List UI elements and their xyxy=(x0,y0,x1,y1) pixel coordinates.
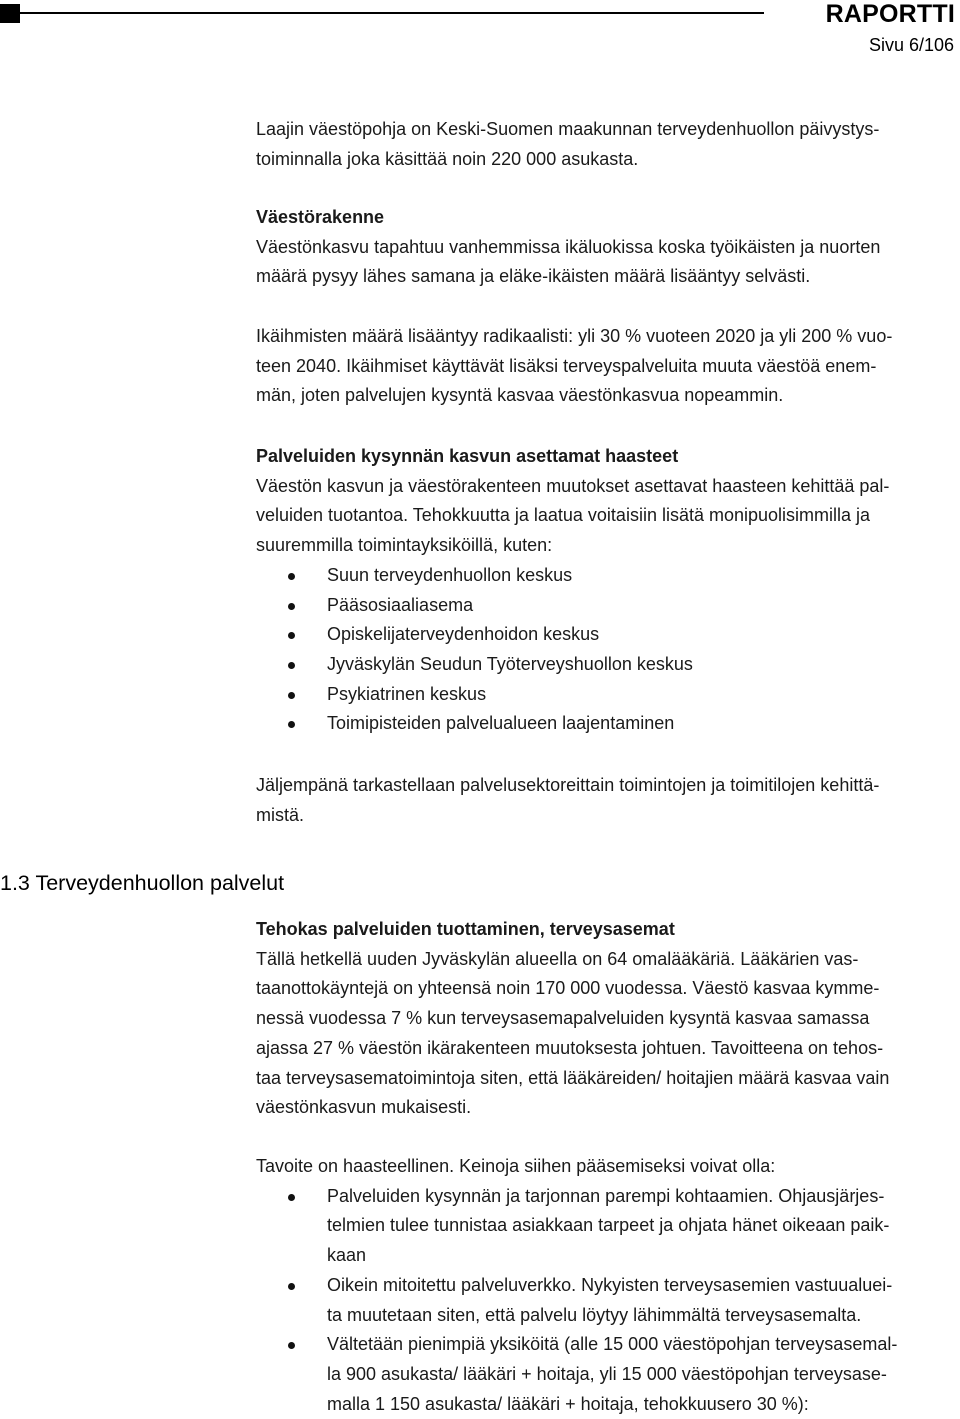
list-item: Psykiatrinen keskus xyxy=(256,680,958,710)
keino-3-line-1: Vältetään pienimpiä yksiköitä (alle 15 000 väestöpohjan terveysasemal- xyxy=(327,1334,898,1355)
page-number: Sivu 6/106 xyxy=(868,35,954,55)
kysynta-block xyxy=(256,442,958,739)
list-item: Toimipisteiden palvelualueen laajentaminen xyxy=(256,709,958,739)
keino-1-line-1: Palveluiden kysynnän ja tarjonnan parempi kohtaamien. Ohjausjärjes- xyxy=(327,1185,885,1206)
terveysasemat-line-3: nessä vuodessa 7 % kun terveysasemapalveluiden kysyntä kasvaa samassa xyxy=(256,1008,870,1029)
report-title: RAPORTTI xyxy=(825,0,955,28)
list-item: Jyväskylän Seudun Työterveyshuollon keskus xyxy=(256,650,958,680)
vaestorakenne-heading: Väestörakenne xyxy=(256,207,385,227)
list-item: Suun terveydenhuollon keskus xyxy=(256,561,958,591)
header-square-mark xyxy=(0,4,20,23)
ikaihmiset-line-3: män, joten palvelujen kysyntä kasvaa väestönkasvua nopeammin. xyxy=(256,385,784,406)
terveysasemat-heading: Tehokas palveluiden tuottaminen, terveysasemat xyxy=(256,919,675,939)
terveysasemat-line-2: taanottokäyntejä on yhteensä noin 170 000 vuodessa. Väestö kasvaa kymme- xyxy=(256,978,880,999)
jaljempana-line-1: Jäljempänä tarkastellaan palvelusektoreittain toimintojen ja toimitilojen kehittä- xyxy=(256,775,880,795)
terveysasemat-line-5: taa terveysasematoimintoja siten, että lääkäreiden/ hoitajien määrä kasvaa vain xyxy=(256,1067,890,1088)
list-item xyxy=(256,1271,958,1330)
tavoite-intro: Tavoite on haasteellinen. Keinoja siihen pääsemiseksi voivat olla: xyxy=(256,1156,776,1176)
vaestorakenne-line-1: Väestönkasvu tapahtuu vanhemmissa ikäluokissa koska työikäisten ja nuorten xyxy=(256,236,881,257)
list-item xyxy=(256,1330,958,1419)
keinot-list xyxy=(0,1182,958,1419)
section-heading: 1.3 Terveydenhuollon palvelut xyxy=(0,871,285,895)
vaestorakenne-line-2: määrä pysyy lähes samana ja eläke-ikäisten määrä lisääntyy selvästi. xyxy=(256,266,811,287)
terveysasemat-line-4: ajassa 27 % väestön ikärakenteen muutoksesta johtuen. Tavoitteena on tehos- xyxy=(256,1037,884,1058)
ikaihmiset-line-1: Ikäihmisten määrä lisääntyy radikaalisti: yli 30 % vuoteen 2020 ja yli 200 % vuo- xyxy=(256,326,893,346)
list-item: Pääsosiaaliasema xyxy=(256,591,958,621)
terveysasemat-line-6: väestönkasvun mukaisesti. xyxy=(256,1097,472,1118)
keino-1-line-3: kaan xyxy=(327,1245,367,1266)
keino-3-line-3: malla 1 150 asukasta/ lääkäri + hoitaja, tehokkuusero 30 %): xyxy=(327,1393,809,1414)
jaljempana-paragraph xyxy=(256,771,958,830)
vaestorakenne-block xyxy=(256,203,958,292)
intro-paragraph xyxy=(256,115,958,174)
kysynta-line-2: veluiden tuotantoa. Tehokkuutta ja laatua voitaisiin lisätä monipuolisimmilla ja xyxy=(256,505,871,526)
kysynta-line-3: suuremmilla toimintayksiköillä, kuten: xyxy=(256,535,553,556)
toimintayksikot-list xyxy=(0,561,958,739)
keino-2-line-1: Oikein mitoitettu palveluverkko. Nykyisten terveysasemien vastuualuei- xyxy=(327,1274,893,1295)
keino-1-line-2: telmien tulee tunnistaa asiakkaan tarpeet ja ohjata hänet oikeaan paik- xyxy=(327,1215,890,1236)
terveysasemat-line-1: Tällä hetkellä uuden Jyväskylän alueella on 64 omalääkäriä. Lääkärien vas- xyxy=(256,948,859,969)
list-item xyxy=(256,1182,958,1271)
terveysasemat-block xyxy=(256,915,958,1123)
intro-line-2: toiminnalla joka käsittää noin 220 000 asukasta. xyxy=(256,148,639,169)
tavoite-block xyxy=(256,1152,958,1419)
ikaihmiset-paragraph xyxy=(256,322,958,411)
kysynta-heading: Palveluiden kysynnän kasvun asettamat haasteet xyxy=(256,446,679,466)
keino-3-line-2: la 900 asukasta/ lääkäri + hoitaja, yli 15 000 väestöpohjan terveysase- xyxy=(327,1363,887,1384)
header-rule xyxy=(20,12,764,14)
jaljempana-line-2: mistä. xyxy=(256,804,305,825)
keino-2-line-2: ta muutetaan siten, että palvelu löytyy lähimmältä terveysasemalta. xyxy=(327,1304,862,1325)
kysynta-line-1: Väestön kasvun ja väestörakenteen muutokset asettavat haasteen kehittää pal- xyxy=(256,475,890,496)
ikaihmiset-line-2: teen 2040. Ikäihmiset käyttävät lisäksi terveyspalveluita muuta väestöä enem- xyxy=(256,355,877,376)
list-item: Opiskelijaterveydenhoidon keskus xyxy=(256,620,958,650)
intro-line-1: Laajin väestöpohja on Keski-Suomen maakunnan terveydenhuollon päivystys- xyxy=(256,119,880,139)
